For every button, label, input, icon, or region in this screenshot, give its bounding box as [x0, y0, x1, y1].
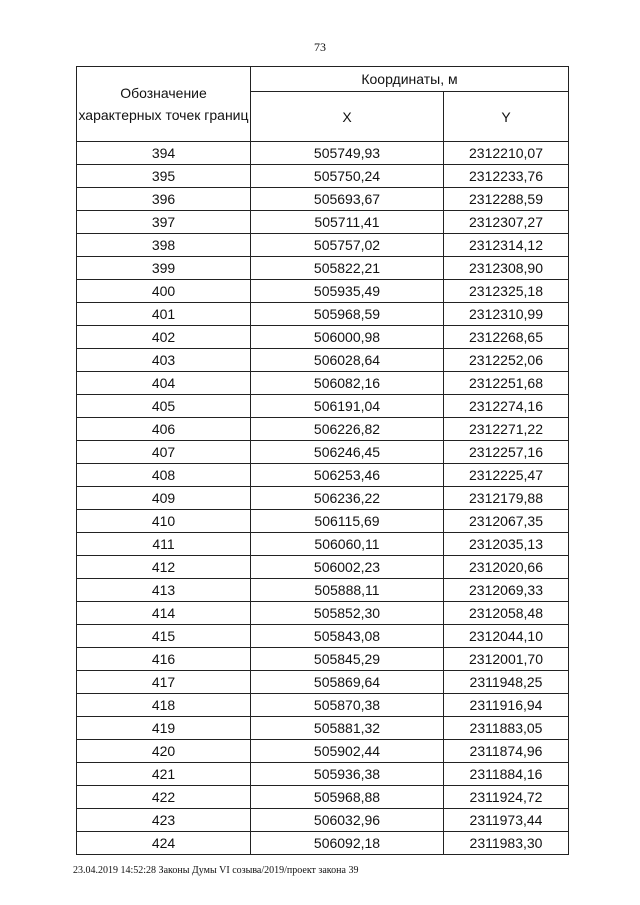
x-coordinate-cell: 506191,04	[251, 395, 444, 418]
x-coordinate-cell: 505822,21	[251, 257, 444, 280]
point-id-cell: 417	[77, 671, 251, 694]
table-body	[77, 142, 569, 855]
y-coordinate-cell: 2311883,05	[444, 717, 569, 740]
y-coordinate-cell: 2312252,06	[444, 349, 569, 372]
point-id-cell: 416	[77, 648, 251, 671]
x-coordinate-cell: 506082,16	[251, 372, 444, 395]
y-coordinate-cell: 2312251,68	[444, 372, 569, 395]
x-coordinate-cell: 505750,24	[251, 165, 444, 188]
x-coordinate-cell: 505902,44	[251, 740, 444, 763]
header-point-label: Обозначение характерных точек границ	[77, 67, 251, 142]
point-id-cell: 401	[77, 303, 251, 326]
point-id-cell: 410	[77, 510, 251, 533]
point-id-cell: 421	[77, 763, 251, 786]
x-coordinate-cell: 506028,64	[251, 349, 444, 372]
table-row	[77, 832, 569, 855]
y-coordinate-cell: 2311948,25	[444, 671, 569, 694]
point-id-cell: 423	[77, 809, 251, 832]
point-id-cell: 402	[77, 326, 251, 349]
y-coordinate-cell: 2312069,33	[444, 579, 569, 602]
x-coordinate-cell: 506226,82	[251, 418, 444, 441]
point-id-cell: 422	[77, 786, 251, 809]
table-row	[77, 418, 569, 441]
y-coordinate-cell: 2311874,96	[444, 740, 569, 763]
y-coordinate-cell: 2312058,48	[444, 602, 569, 625]
x-coordinate-cell: 505936,38	[251, 763, 444, 786]
table-row	[77, 142, 569, 165]
x-coordinate-cell: 505749,93	[251, 142, 444, 165]
table-row	[77, 786, 569, 809]
point-id-cell: 411	[77, 533, 251, 556]
x-coordinate-cell: 506002,23	[251, 556, 444, 579]
point-id-cell: 419	[77, 717, 251, 740]
header-y: Y	[444, 92, 569, 142]
table-row	[77, 234, 569, 257]
y-coordinate-cell: 2312288,59	[444, 188, 569, 211]
y-coordinate-cell: 2312310,99	[444, 303, 569, 326]
y-coordinate-cell: 2312274,16	[444, 395, 569, 418]
table-row	[77, 211, 569, 234]
y-coordinate-cell: 2312225,47	[444, 464, 569, 487]
table-row	[77, 280, 569, 303]
x-coordinate-cell: 505888,11	[251, 579, 444, 602]
x-coordinate-cell: 505711,41	[251, 211, 444, 234]
table-row	[77, 303, 569, 326]
point-id-cell: 414	[77, 602, 251, 625]
point-id-cell: 396	[77, 188, 251, 211]
point-id-cell: 409	[77, 487, 251, 510]
y-coordinate-cell: 2312308,90	[444, 257, 569, 280]
table-row	[77, 556, 569, 579]
y-coordinate-cell: 2311983,30	[444, 832, 569, 855]
x-coordinate-cell: 506236,22	[251, 487, 444, 510]
x-coordinate-cell: 506115,69	[251, 510, 444, 533]
y-coordinate-cell: 2312257,16	[444, 441, 569, 464]
y-coordinate-cell: 2311924,72	[444, 786, 569, 809]
point-id-cell: 413	[77, 579, 251, 602]
header-x: X	[251, 92, 444, 142]
point-id-cell: 403	[77, 349, 251, 372]
footer-stamp: 23.04.2019 14:52:28 Законы Думы VI созыва/2019/проект закона 39	[73, 865, 359, 876]
point-id-cell: 415	[77, 625, 251, 648]
table-row	[77, 395, 569, 418]
table-row	[77, 579, 569, 602]
table-row	[77, 602, 569, 625]
point-id-cell: 404	[77, 372, 251, 395]
table-row	[77, 809, 569, 832]
x-coordinate-cell: 505843,08	[251, 625, 444, 648]
point-id-cell: 407	[77, 441, 251, 464]
point-id-cell: 418	[77, 694, 251, 717]
y-coordinate-cell: 2312314,12	[444, 234, 569, 257]
point-id-cell: 406	[77, 418, 251, 441]
x-coordinate-cell: 505968,59	[251, 303, 444, 326]
table-row	[77, 441, 569, 464]
point-id-cell: 420	[77, 740, 251, 763]
table-row	[77, 257, 569, 280]
point-id-cell: 400	[77, 280, 251, 303]
table-row	[77, 763, 569, 786]
table-row	[77, 464, 569, 487]
point-id-cell: 405	[77, 395, 251, 418]
x-coordinate-cell: 505870,38	[251, 694, 444, 717]
table-row	[77, 740, 569, 763]
y-coordinate-cell: 2311884,16	[444, 763, 569, 786]
table-row	[77, 510, 569, 533]
table-row	[77, 326, 569, 349]
y-coordinate-cell: 2312067,35	[444, 510, 569, 533]
table-row	[77, 487, 569, 510]
y-coordinate-cell: 2312307,27	[444, 211, 569, 234]
table-row	[77, 671, 569, 694]
y-coordinate-cell: 2312001,70	[444, 648, 569, 671]
table-row	[77, 188, 569, 211]
point-id-cell: 398	[77, 234, 251, 257]
y-coordinate-cell: 2312325,18	[444, 280, 569, 303]
y-coordinate-cell: 2312268,65	[444, 326, 569, 349]
table-row	[77, 533, 569, 556]
x-coordinate-cell: 506253,46	[251, 464, 444, 487]
header-coordinates: Координаты, м	[251, 67, 569, 92]
table-row	[77, 648, 569, 671]
y-coordinate-cell: 2312044,10	[444, 625, 569, 648]
table-row	[77, 717, 569, 740]
table-row	[77, 694, 569, 717]
x-coordinate-cell: 505968,88	[251, 786, 444, 809]
point-id-cell: 412	[77, 556, 251, 579]
table-row	[77, 625, 569, 648]
table-row	[77, 349, 569, 372]
y-coordinate-cell: 2311973,44	[444, 809, 569, 832]
x-coordinate-cell: 505935,49	[251, 280, 444, 303]
point-id-cell: 408	[77, 464, 251, 487]
point-id-cell: 394	[77, 142, 251, 165]
page-number: 73	[314, 40, 326, 54]
table-row	[77, 372, 569, 395]
x-coordinate-cell: 505881,32	[251, 717, 444, 740]
point-id-cell: 424	[77, 832, 251, 855]
y-coordinate-cell: 2312271,22	[444, 418, 569, 441]
y-coordinate-cell: 2312179,88	[444, 487, 569, 510]
x-coordinate-cell: 506000,98	[251, 326, 444, 349]
point-id-cell: 397	[77, 211, 251, 234]
table-row	[77, 165, 569, 188]
x-coordinate-cell: 505845,29	[251, 648, 444, 671]
y-coordinate-cell: 2312210,07	[444, 142, 569, 165]
y-coordinate-cell: 2312020,66	[444, 556, 569, 579]
coordinates-table	[76, 66, 569, 855]
x-coordinate-cell: 506060,11	[251, 533, 444, 556]
point-id-cell: 395	[77, 165, 251, 188]
x-coordinate-cell: 505869,64	[251, 671, 444, 694]
x-coordinate-cell: 505693,67	[251, 188, 444, 211]
y-coordinate-cell: 2312233,76	[444, 165, 569, 188]
table-header	[77, 67, 569, 142]
x-coordinate-cell: 506246,45	[251, 441, 444, 464]
x-coordinate-cell: 506032,96	[251, 809, 444, 832]
point-id-cell: 399	[77, 257, 251, 280]
x-coordinate-cell: 505757,02	[251, 234, 444, 257]
y-coordinate-cell: 2312035,13	[444, 533, 569, 556]
x-coordinate-cell: 505852,30	[251, 602, 444, 625]
y-coordinate-cell: 2311916,94	[444, 694, 569, 717]
x-coordinate-cell: 506092,18	[251, 832, 444, 855]
